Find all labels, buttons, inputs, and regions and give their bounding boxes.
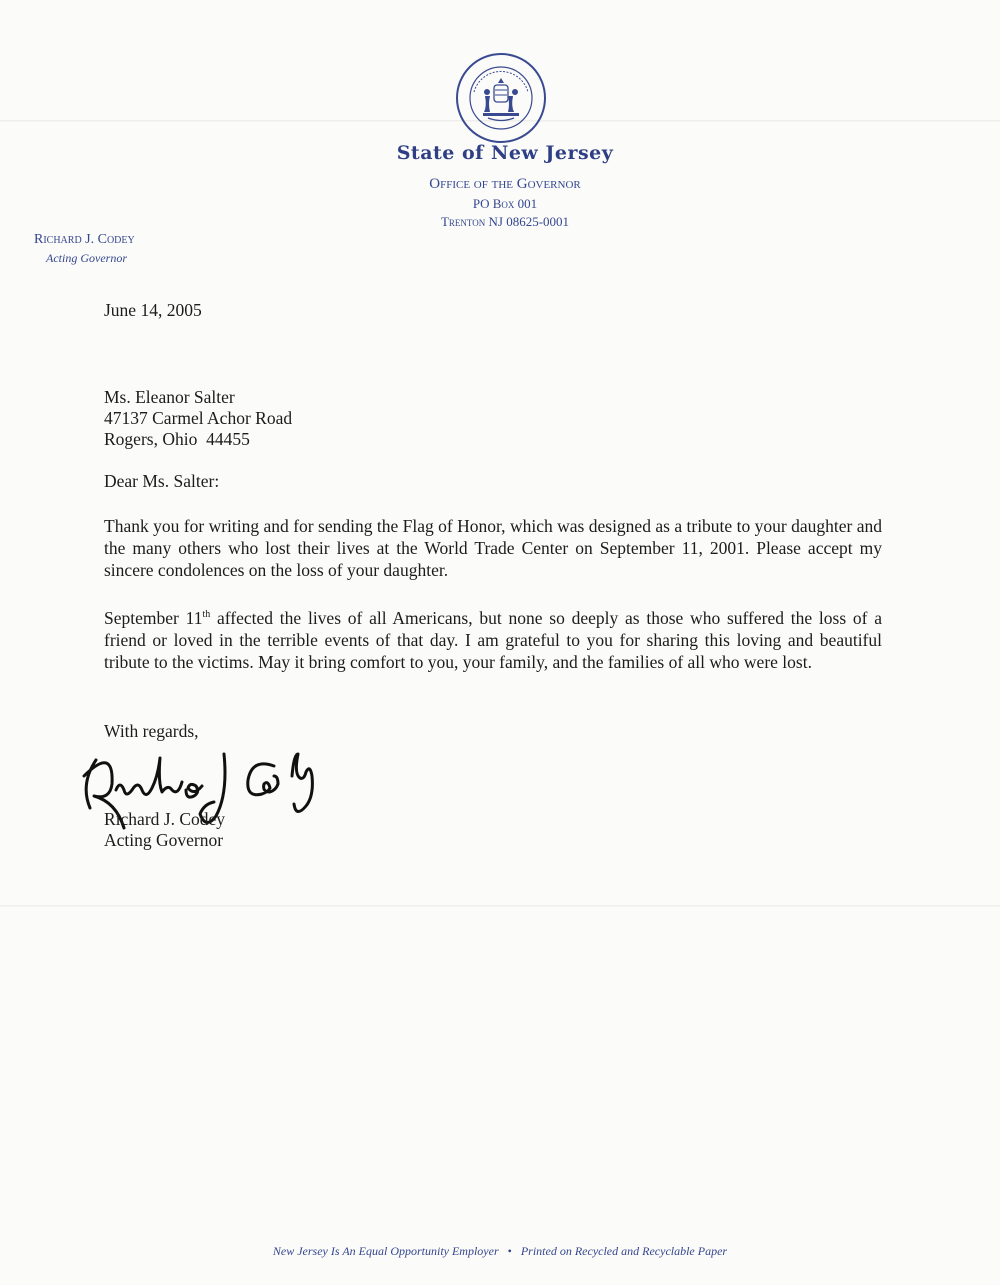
paper-fold-line — [0, 905, 1000, 907]
office-city-line: Trenton NJ 08625-0001 — [440, 214, 570, 229]
paragraph2-lead: September 11 — [104, 608, 203, 628]
recipient-city: Rogers, Ohio 44455 — [104, 429, 250, 449]
footer-recycled-paper: Printed on Recycled and Recyclable Paper — [520, 1244, 728, 1258]
body-paragraph-2 — [104, 607, 882, 673]
state-name: State of New Jersey — [396, 142, 614, 164]
recipient-street: 47137 Carmel Achor Road — [104, 408, 293, 428]
signer-title: Acting Governor — [104, 830, 224, 850]
salutation: Dear Ms. Salter: — [104, 471, 220, 491]
body-paragraph-1: Thank you for writing and for sending the Flag of Honor, which was designed as a tribute to your daughter and the many others who lost their lives at the World Trade Center on September 11, 2001. Please accept my sincere condolences on the loss of your daughter. — [104, 516, 882, 580]
footer-equal-opportunity: New Jersey Is An Equal Opportunity Employer — [272, 1244, 499, 1258]
letterhead-footer — [0, 1244, 1000, 1259]
governor-title: Acting Governor — [46, 251, 127, 265]
closing: With regards, — [104, 721, 199, 741]
footer-separator: • — [507, 1244, 512, 1258]
state-seal-icon — [455, 52, 547, 144]
recipient-name: Ms. Eleanor Salter — [104, 387, 235, 407]
paragraph2-superscript: th — [202, 609, 211, 621]
office-po-box: PO Box 001 — [472, 196, 538, 211]
letter-date: June 14, 2005 — [104, 300, 202, 320]
signer-name: Richard J. Codey — [104, 809, 226, 829]
paragraph2-rest: affected the lives of all Americans, but none so deeply as those who suffered the loss of a friend or loved in the terrible events of that day. I am grateful to you for sharing this loving and beautiful tribute to the victims. May it bring comfort to you, your family, and the families of all who were lost. — [104, 608, 883, 672]
governor-name: Richard J. Codey — [34, 232, 135, 247]
office-title: Office of the Governor — [429, 176, 581, 192]
